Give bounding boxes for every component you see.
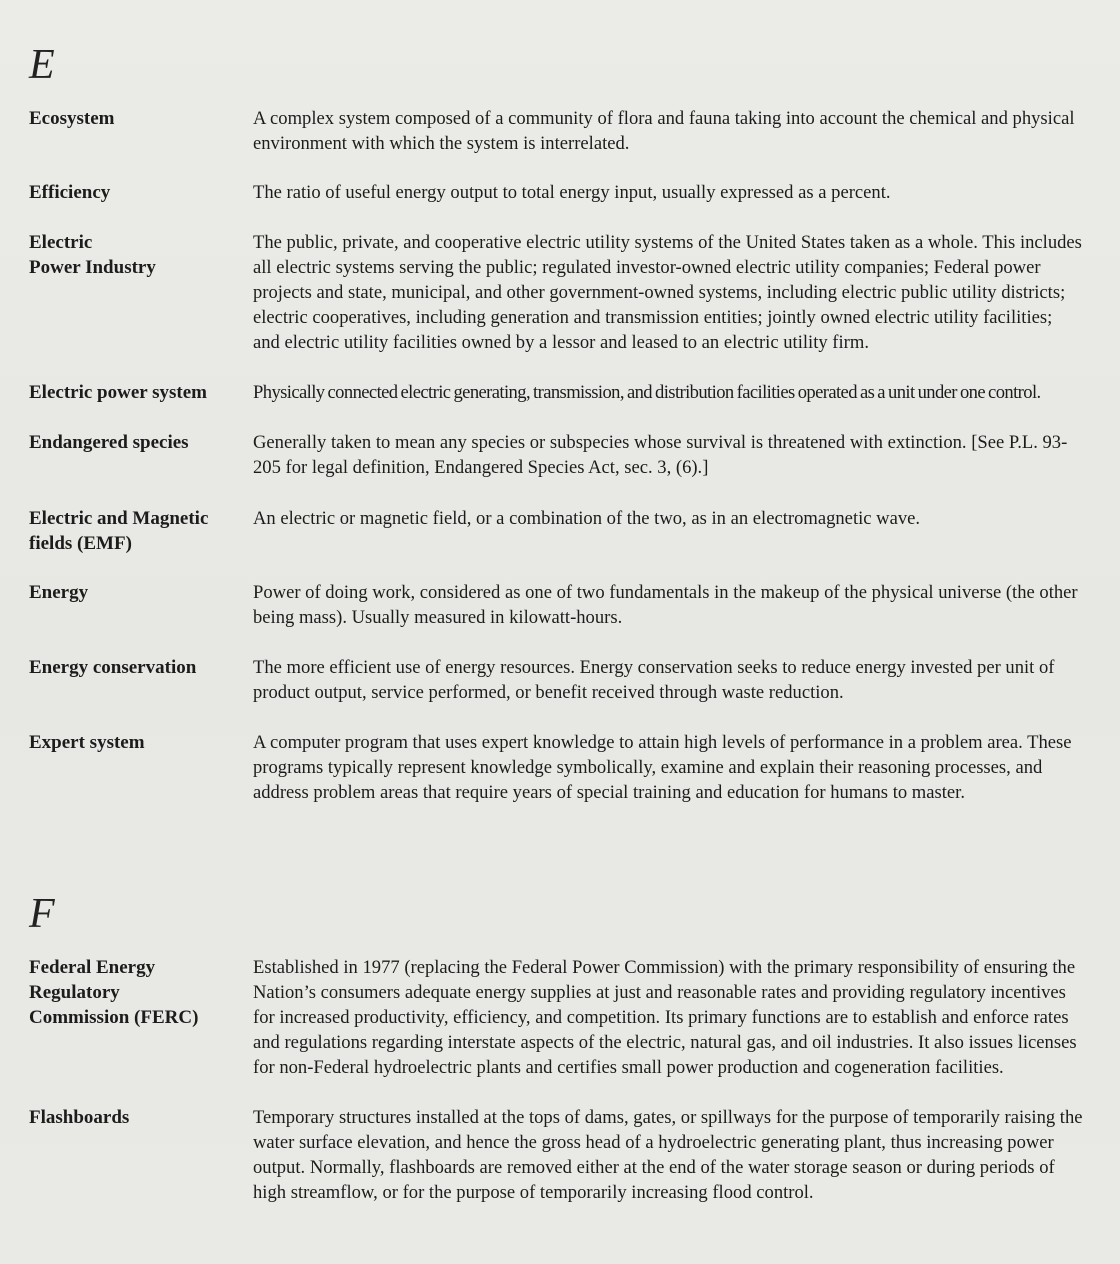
glossary-definition: Temporary structures installed at the tops of dams, gates, or spillways for the purpose of temporarily raising the water surface elevation, and hence the gross head of a hydroelectric generating plant, thus increasing power output. Normally, flashboards are removed either at the end of the water storage season or during periods of high streamflow, or for the purpose of temporarily increasing flood control. <box>253 1107 1083 1203</box>
glossary-definition: An electric or magnetic field, or a combination of the two, as in an electromagnetic wave. <box>253 508 921 529</box>
glossary-term: Energy <box>29 582 89 603</box>
glossary-term: Electric power system <box>29 382 207 403</box>
glossary-definition: Established in 1977 (replacing the Federal Power Commission) with the primary responsibility of ensuring the Nation’s consumers adequate energy supplies at just and reasonable rates and providing regulatory incentives for increased productivity, efficiency, and competition. Its primary functions are to establish and enforce rates and regulations regarding interstate aspects of the electric, natural gas, and oil industries. It also issues licenses for non-Federal hydroelectric plants and certifies small power production and cogeneration facilities. <box>253 957 1077 1078</box>
glossary-term: Energy conservation <box>29 657 197 678</box>
glossary-definition: The ratio of useful energy output to total energy input, usually expressed as a percent. <box>253 182 891 203</box>
glossary-term: Electric Power Industry <box>29 232 156 278</box>
glossary-term: Federal Energy Regulatory Commission (FERC) <box>29 957 199 1028</box>
glossary-definition: Power of doing work, considered as one of two fundamentals in the makeup of the physical universe (the other being mass). Usually measured in kilowatt-hours. <box>253 582 1078 628</box>
glossary-term: Endangered species <box>29 432 189 453</box>
glossary-definition: Physically connected electric generating, transmission, and distribution facilities operated as a unit under one control. <box>253 382 1041 403</box>
glossary-definition: A complex system composed of a community of flora and fauna taking into account the chemical and physical environment with which the system is interrelated. <box>253 108 1075 154</box>
glossary-term: Efficiency <box>29 182 111 203</box>
glossary-definition: Generally taken to mean any species or subspecies whose survival is threatened with extinction. [See P.L. 93-205 for legal definition, Endangered Species Act, sec. 3, (6).] <box>253 432 1068 478</box>
glossary-definition: The public, private, and cooperative electric utility systems of the United States taken as a whole. This includes all electric systems serving the public; regulated investor-owned electric utility companies; Federal power projects and state, municipal, and other government-owned systems, including electric public utility districts; electric cooperatives, including generation and transmission entities; jointly owned electric utility facilities; and electric utility facilities owned by a lessor and leased to an electric utility firm. <box>253 232 1082 353</box>
glossary-definition: A computer program that uses expert knowledge to attain high levels of performance in a problem area. These programs typically represent knowledge symbolically, examine and explain their reasoning processes, and address problem areas that require years of special training and education for humans to master. <box>253 732 1072 803</box>
glossary-definition: The more efficient use of energy resources. Energy conservation seeks to reduce energy invested per unit of product output, service performed, or benefit received through waste reduction. <box>253 657 1055 703</box>
glossary-term: Flashboards <box>29 1107 130 1128</box>
section-letter-f: F <box>29 891 55 937</box>
glossary-term: Electric and Magnetic fields (EMF) <box>29 508 209 554</box>
glossary-term: Ecosystem <box>29 108 115 129</box>
glossary-term: Expert system <box>29 732 145 753</box>
section-letter-e: E <box>29 42 55 88</box>
